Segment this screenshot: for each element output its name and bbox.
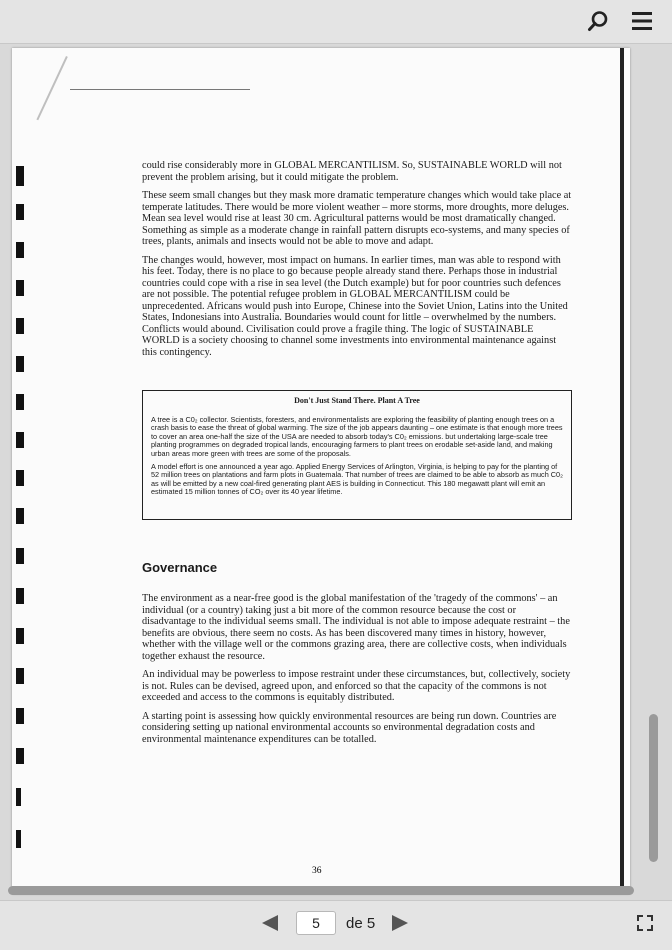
next-page-icon[interactable] [390,914,410,932]
document-page [12,48,630,894]
sidebar-box [142,390,572,520]
paragraph: The changes would, however, most impact on humans. In earlier times, man was able to respond with his feet. Today, there is no place to go because people already stand there. Perhaps those in industrial countries could cope with a rise in sea level (the Dutch example) but for poor countries such defences are not possible. The potential refugee problem in GLOBAL MERCANTILISM could be unprecedented. Africans would push into Europe, Chinese into the Soviet Union, Latins into the United States, Indonesians into Australia. Boundaries would count for little – overwhelmed by the numbers. Conflicts would abound. Civilisation could prove a fragile thing. The logic of SUSTAINABLE WORLD is a society choosing to channel some investments into environmental maintenance against this contingency. [142,254,568,358]
paragraph: A starting point is assessing how quickly environmental resources are being run down. Countries are considering setting up national environmental accounts so environmental degradation costs and environmental maintenance expenditures can be totalled. [142,710,557,745]
search-icon[interactable] [584,7,612,35]
printed-page-number: 36 [312,866,322,876]
vertical-scrollbar[interactable] [649,714,658,862]
fullscreen-icon[interactable] [636,914,656,932]
page-fold-line [36,56,67,120]
section-heading: Governance [142,559,218,575]
box-paragraph: A tree is a C0₂ collector. Scientists, foresters, and environmentalists are exploring the feasibility of planting enough trees on a crash basis to ease the threat of global warming. The size of the job appears daunting – one estimate is that enough more trees to cover an area one-half the size of the USA are needed to absorb today's C0₂ emissions. but undertaking large-scale tree planting programmes on degraded tropical lands, encouraging farmers to plant trees on erodable set-aside land, and making urban areas more green with trees are some of the proposals. [151,414,563,458]
paragraph: The environment as a near-free good is the global manifestation of the 'tragedy of the commons' – an individual (or a country) taking just a bit more of the common resource because the cost or disadvantage to the individual seems small. The individual is not able to impose adequate restraint – the benefits are obvious, there seem no costs. As has been discovered many times in history, however, whether with the village well or the commons grazing area, there are collective costs, when individuals together exhaust the resource. [142,593,570,662]
previous-page-icon[interactable] [260,914,280,932]
page-content [142,160,572,752]
horizontal-scrollbar[interactable] [8,886,634,895]
hamburger-menu-icon[interactable] [628,7,656,35]
page-edge-shadow [620,48,624,894]
paragraph: An individual may be powerless to impose restraint under these circumstances, but, collectively, society is not. Rules can be devised, agreed upon, and enforced so that the capacity of the commons is not exceeded and access to the commons is equitably distributed. [142,669,571,704]
top-toolbar [0,0,672,44]
page-rule [70,89,250,90]
page-number-input[interactable] [296,911,336,935]
box-title: Don't Just Stand There. Plant A Tree [294,396,420,405]
document-viewer[interactable] [0,44,672,900]
page-count-label: de 5 [346,915,376,932]
bottom-toolbar [0,900,672,950]
paragraph: These seem small changes but they mask more dramatic temperature changes which would take place at temperate latitudes. There would be more violent weather – more storms, more droughts, more deluges. Mean sea level would rise at least 30 cm. Agricultural patterns would be most dramatically changed. Something as simple as a moderate change in rainfall pattern disrupts eco-systems, and many species of trees, plants, animals and insects would not be able to move and adapt. [142,190,572,247]
box-paragraph: A model effort is one announced a year ago. Applied Energy Services of Arlington, Virginia, is helping to pay for the planting of 52 million trees on plantations and farm plots in Guatemala. That number of trees are claimed to be able to absorb as much C0₂ as will be emitted by a new coal-fired generating plant AES is building in Connecticut. This 180 megawatt plant will emit an estimated 15 million tonnes of CO₂ over its 40 year lifetime. [151,461,563,497]
binding-marks [14,48,28,894]
paragraph: could rise considerably more in GLOBAL MERCANTILISM. So, SUSTAINABLE WORLD will not prevent the problem arising, but it could mitigate the problem. [142,160,562,183]
